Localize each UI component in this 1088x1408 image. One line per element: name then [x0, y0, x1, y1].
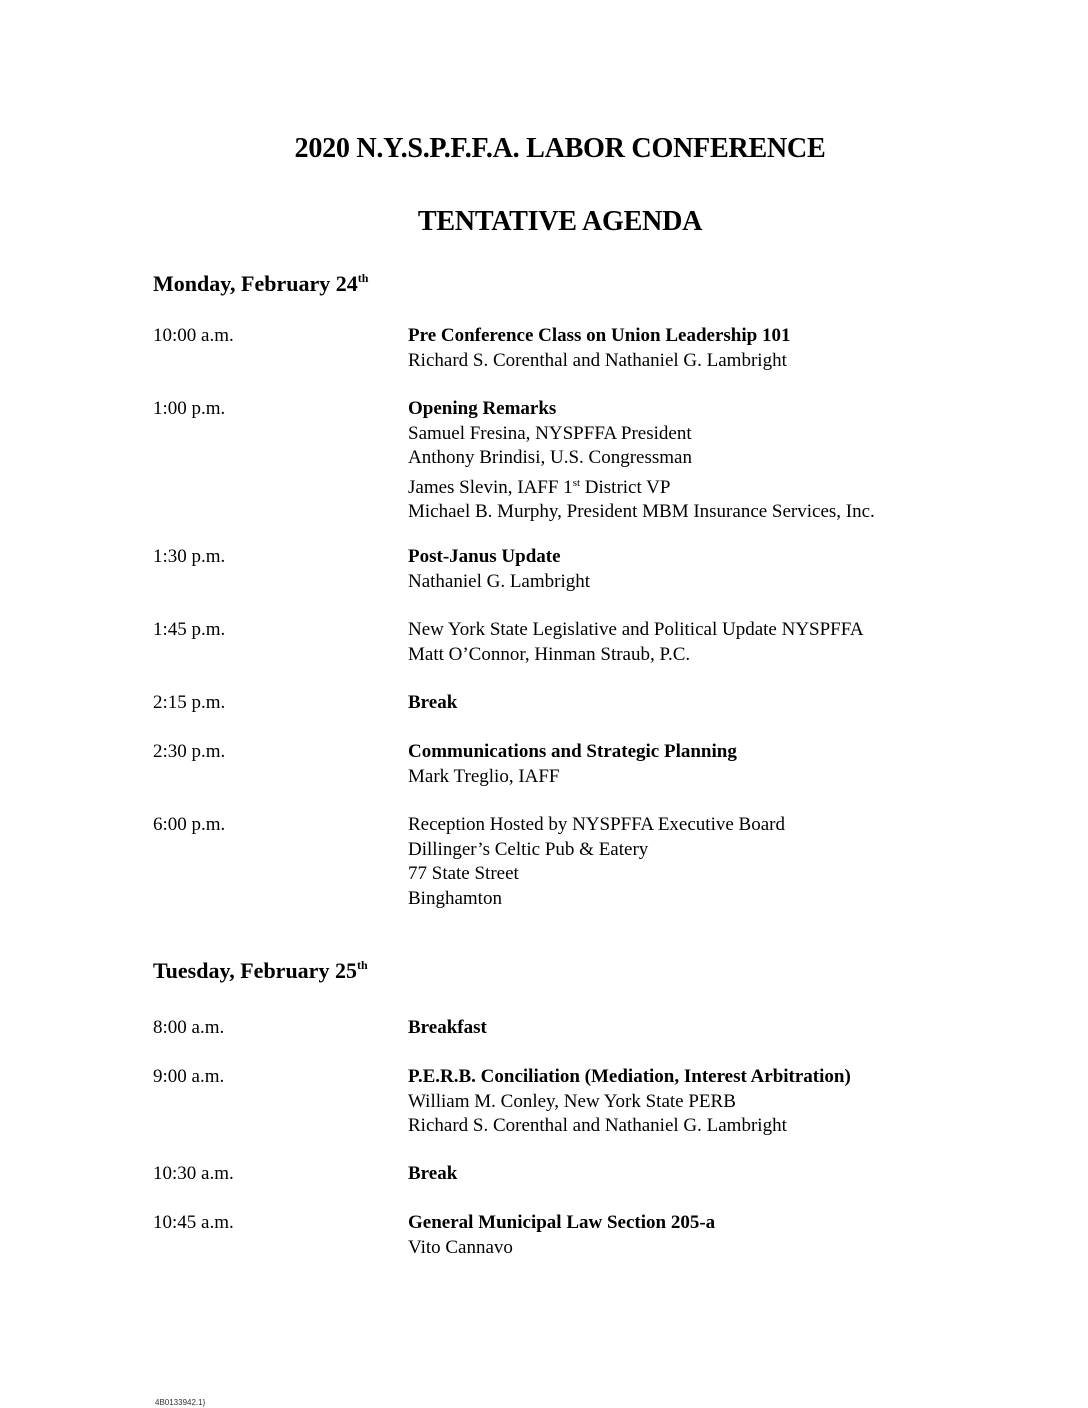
- agenda-detail: Vito Cannavo: [408, 1236, 513, 1258]
- agenda-title: Break: [408, 1163, 458, 1184]
- agenda-time: 10:00 a.m.: [153, 325, 234, 346]
- agenda-detail: Michael B. Murphy, President MBM Insurance Services, Inc.: [408, 501, 875, 522]
- agenda-detail: Richard S. Corenthal and Nathaniel G. Lambright: [408, 349, 787, 371]
- agenda-detail: Dillinger’s Celtic Pub & Eatery: [408, 838, 649, 860]
- agenda-detail: Samuel Fresina, NYSPFFA President: [408, 422, 692, 444]
- document-title: 2020 N.Y.S.P.F.F.A. LABOR CONFERENCE: [294, 132, 826, 164]
- agenda-time: 9:00 a.m.: [153, 1066, 225, 1087]
- agenda-detail: Mark Treglio, IAFF: [408, 765, 560, 787]
- agenda-detail: 77 State Street: [408, 863, 519, 884]
- agenda-time: 1:30 p.m.: [153, 546, 226, 567]
- agenda-detail: Matt O’Connor, Hinman Straub, P.C.: [408, 643, 691, 665]
- agenda-title: Pre Conference Class on Union Leadership 101: [408, 325, 791, 346]
- agenda-time: 1:00 p.m.: [153, 398, 226, 419]
- agenda-detail: Anthony Brindisi, U.S. Congressman: [408, 447, 692, 468]
- agenda-detail: Binghamton: [408, 887, 502, 909]
- agenda-time: 10:30 a.m.: [153, 1163, 234, 1184]
- agenda-title: Reception Hosted by NYSPFFA Executive Board: [408, 814, 785, 835]
- agenda-detail: James Slevin, IAFF 1st District VP: [408, 476, 671, 498]
- document-subtitle: TENTATIVE AGENDA: [417, 205, 703, 237]
- agenda-time: 6:00 p.m.: [153, 814, 226, 835]
- agenda-title: Opening Remarks: [408, 398, 557, 419]
- agenda-detail: William M. Conley, New York State PERB: [408, 1090, 736, 1112]
- day-heading-tuesday: Tuesday, February 25th: [153, 958, 368, 983]
- agenda-title: Post-Janus Update: [408, 546, 561, 567]
- agenda-time: 10:45 a.m.: [153, 1212, 234, 1233]
- agenda-time: 8:00 a.m.: [153, 1017, 225, 1038]
- day-heading-monday: Monday, February 24th: [153, 271, 369, 296]
- agenda-time: 2:15 p.m.: [153, 692, 226, 713]
- agenda-title: Break: [408, 692, 458, 713]
- agenda-time: 2:30 p.m.: [153, 741, 226, 762]
- agenda-detail: Richard S. Corenthal and Nathaniel G. Lambright: [408, 1115, 787, 1136]
- agenda-title: Breakfast: [408, 1017, 487, 1038]
- agenda-title: New York State Legislative and Political Update NYSPFFA: [408, 619, 864, 640]
- document-footer-code: 4B0133942.1}: [155, 1398, 206, 1407]
- agenda-time: 1:45 p.m.: [153, 619, 226, 640]
- agenda-title: General Municipal Law Section 205-a: [408, 1212, 716, 1233]
- agenda-detail: Nathaniel G. Lambright: [408, 570, 591, 592]
- agenda-title: P.E.R.B. Conciliation (Mediation, Interest Arbitration): [408, 1066, 851, 1087]
- agenda-title: Communications and Strategic Planning: [408, 741, 737, 762]
